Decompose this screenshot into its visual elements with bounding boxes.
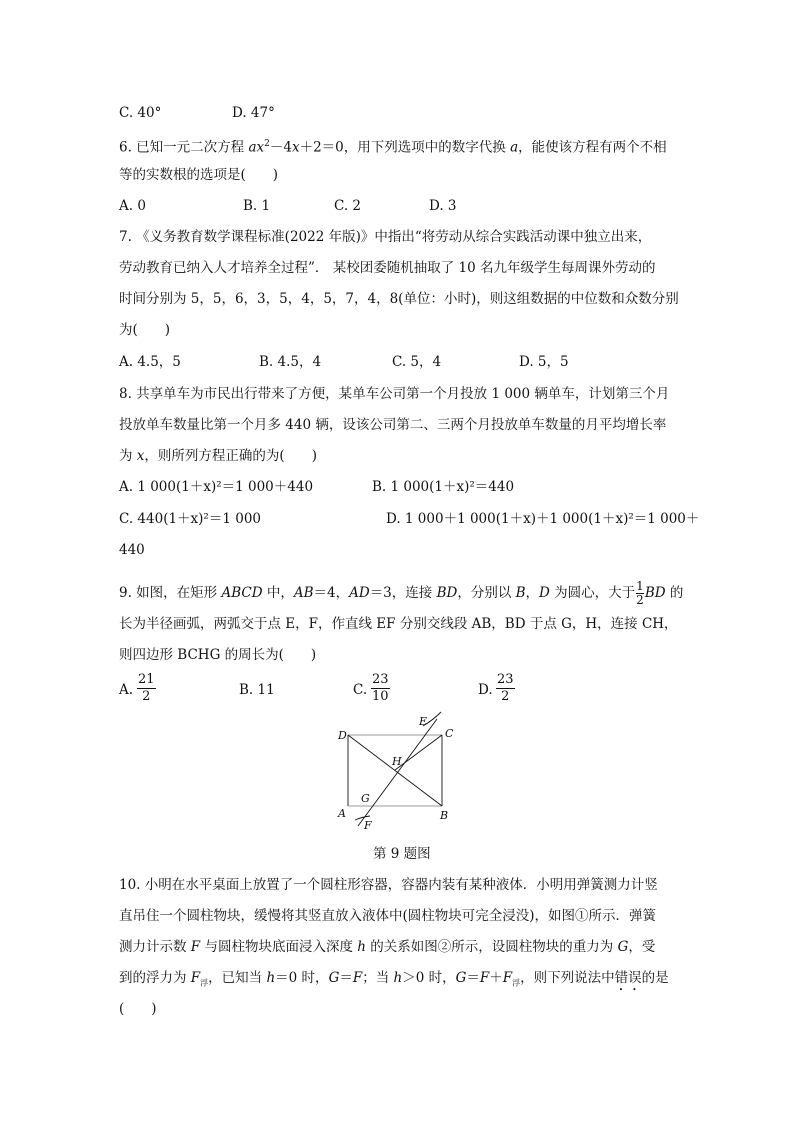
q10-stem-line3: 测力计示数 F 与圆柱物块底面浸入深度 h 的关系如图②所示，设圆柱物块的重力为 G，受 [119,939,656,955]
q9-option-c-prefix: C. [353,682,368,698]
q9-stem-line3: 则四边形 BCHG 的周长为( ) [119,647,317,663]
q6-stem-line1: 6. 已知一元二次方程 $ax^2-4x+2=0$，用下列选项中的数字代换 a，能使该方程有两个不相 [119,139,667,156]
q8-option-c: C. 440(1＋x)²＝1 000 [119,511,261,527]
q8-option-d-tail: 440 [119,542,145,558]
q7-stem-line3: 时间分别为 5，5，6，3，5，4，5，7，4，8(单位：小时)，则这组数据的中位数和众数分别 [119,291,679,307]
q9-segment-ch [395,735,442,770]
q9-option-d-fraction: $\frac{23}{2}$ [497,672,514,704]
q7-option-b: B. 4.5，4 [259,354,322,370]
q9-stem-line2: 长为半径画弧，两弧交于点 E，F，作直线 EF 分别交线段 AB，BD 于点 G，H，连接 CH， [119,616,678,632]
q9-label-f: F [364,819,372,832]
q9-half-fraction: $\frac{1}{2}$ [636,579,644,607]
q9-label-g: G [361,792,370,805]
q6-option-c: C. 2 [334,198,362,214]
q9-line-ef [358,719,437,826]
q9-diagonal-bd [348,735,442,806]
q9-label-a: A [338,807,346,820]
q8-stem-line1: 8. 共享单车为市民出行带来了方便，某单车公司第一个月投放 1 000 辆单车，计划第三个月 [119,386,670,402]
q8-option-d: D. 1 000＋1 000(1＋x)＋1 000(1＋x)²＝1 000＋ [386,511,700,527]
q5-option-c: C. 40° [119,105,162,121]
q10-stem-line4: 到的浮力为 $F_浮$，已知当 h＝0 时，G＝F；当 h＞0 时，$G=F+F_浮$，则下列说法中错误的是 [119,970,669,988]
q9-option-b: B. 11 [239,682,275,698]
q9-label-b: B [440,809,449,822]
q10-stem-line1: 10. 小明在水平桌面上放置了一个圆柱形容器，容器内装有某种液体．小明用弹簧测力计竖 [119,877,658,893]
q8-stem-line3: 为 x，则所列方程正确的为( ) [119,448,317,464]
q9-stem-line1: 9. 如图，在矩形 ABCD 中，AB＝4，AD＝3，连接 BD，分别以 B，D 为圆心，大于 $\frac{1}{2}$ BD 的 [119,579,684,607]
q8-stem-line2: 投放单车数量比第一个月多 440 辆，设该公司第二、三两个月投放单车数量的月平均增长率 [119,417,667,433]
q9-label-c: C [445,727,454,740]
q5-option-d: D. 47° [232,105,275,121]
q6-option-a: A. 0 [119,198,146,214]
q9-arc-e [423,712,441,726]
q10-emphasis-error: 错误 [614,970,642,986]
q9-option-a-fraction: $\frac{21}{2}$ [138,672,155,704]
q7-option-d: D. 5，5 [519,354,569,370]
q8-option-a: A. 1 000(1＋x)²＝1 000＋440 [119,479,314,495]
q6-option-d: D. 3 [429,198,457,214]
q6-stem-line2: 等的实数根的选项是( ) [119,167,279,183]
q10-stem-line2: 直吊住一个圆柱物块，缓慢将其竖直放入液体中(圆柱物块可完全浸没)，如图①所示．弹簧 [119,908,657,924]
q9-figure-caption: 第 9 题图 [373,846,431,862]
q9-label-e: E [419,715,428,728]
q9-option-d-prefix: D. [478,682,493,698]
q7-option-c: C. 5，4 [392,354,442,370]
q9-label-h: H [392,755,402,768]
q7-stem-line2: 劳动教育已纳入人才培养全过程”． 某校团委随机抽取了 10 名九年级学生每周课外劳动的 [119,260,656,276]
q9-label-d: D [338,729,347,742]
q9-arc-f [355,816,370,820]
q9-option-c-fraction: $\frac{23}{10}$ [372,672,389,704]
q7-option-a: A. 4.5，5 [119,354,181,370]
q10-stem-line5: ( ) [119,1001,157,1017]
q9-option-a-prefix: A. [119,682,134,698]
q6-option-b: B. 1 [243,198,271,214]
q7-stem-line1: 7. 《义务教育数学课程标准(2022 年版)》中指出“将劳动从综合实践活动课中独立出来， [119,229,652,245]
q7-stem-line4: 为( ) [119,322,171,338]
q8-option-b: B. 1 000(1＋x)²＝440 [372,479,515,495]
